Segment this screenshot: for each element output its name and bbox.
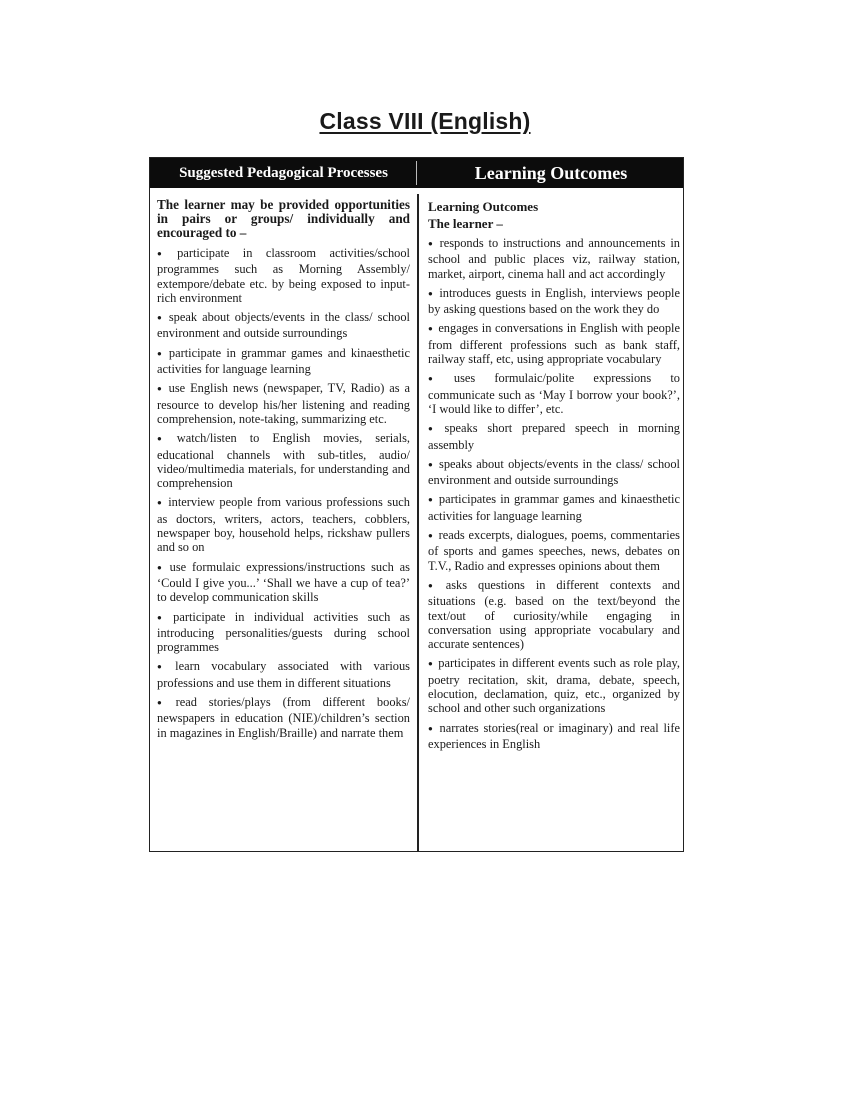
list-item: ● participates in grammar games and kinaesthetic activities for language learning (428, 492, 680, 523)
list-item: ● narrates stories(real or imaginary) and real life experiences in English (428, 721, 680, 752)
curriculum-table (149, 157, 684, 852)
table-header (150, 158, 683, 188)
list-item: ● engages in conversations in English with people from different professions such as bank staff, railway staff, etc, using appropriate vocabulary (428, 321, 680, 366)
list-item: ● interview people from various professions such as doctors, writers, actors, teachers, cobblers, newspaper boy, household helps, rickshaw pullers and so on (157, 495, 410, 554)
list-item: ● speaks short prepared speech in morning assembly (428, 421, 680, 452)
list-item: ● speaks about objects/events in the class/ school environment and outside surroundings (428, 457, 680, 488)
list-item: ● responds to instructions and announcements in school and public places viz, railway station, market, airport, cinema hall and act accordingly (428, 236, 680, 281)
pedagogical-processes-column (157, 198, 410, 845)
column-divider (417, 194, 419, 851)
list-item: ● participates in different events such as role play, poetry recitation, skit, drama, debate, speech, elocution, declamation, quiz, etc., organized by school and other such organizations (428, 656, 680, 715)
left-intro: The learner may be provided opportunities in pairs or groups/ individually and encouraged to – (157, 197, 410, 240)
right-item-list (428, 236, 680, 751)
list-item: ● participate in grammar games and kinaesthetic activities for language learning (157, 346, 410, 377)
list-item: ● participate in individual activities such as introducing personalities/guests during school programmes (157, 610, 410, 655)
header-learning-outcomes: Learning Outcomes (474, 163, 628, 183)
page-title: Class VIII (English) (319, 108, 531, 134)
learning-outcomes-column (428, 198, 680, 845)
right-heading: Learning Outcomes (428, 199, 539, 214)
list-item: ● reads excerpts, dialogues, poems, commentaries of sports and games speeches, news, debates on T.V., Radio and expresses opinions about them (428, 528, 680, 573)
list-item: ● asks questions in different contexts and situations (e.g. based on the text/beyond the text/out of curiosity/while engaging in conversation using appropriate vocabulary and accurate sentences) (428, 578, 680, 651)
list-item: ● use formulaic expressions/instructions such as ‘Could I give you...’ ‘Shall we have a cup of tea?’ to develop communication skills (157, 560, 410, 605)
right-subheading: The learner – (428, 216, 503, 231)
list-item: ● participate in classroom activities/school programmes such as Morning Assembly/ extempore/debate etc. by being exposed to input-rich environment (157, 246, 410, 305)
header-pedagogical-processes: Suggested Pedagogical Processes (179, 165, 388, 181)
list-item: ● introduces guests in English, interviews people by asking questions based on the work they do (428, 286, 680, 317)
list-item: ● learn vocabulary associated with various professions and use them in different situations (157, 659, 410, 690)
list-item: ● speak about objects/events in the class/ school environment and outside surroundings (157, 310, 410, 341)
list-item: ● watch/listen to English movies, serials, educational channels with sub-titles, audio/ video/multimedia materials, for understanding and comprehension (157, 431, 410, 490)
list-item: ● read stories/plays (from different books/ newspapers in education (NIE)/children’s section in magazines in English/Braille) and narrate them (157, 695, 410, 740)
left-item-list (157, 246, 410, 740)
list-item: ● use English news (newspaper, TV, Radio) as a resource to develop his/her listening and reading comprehension, note-taking, summarizing etc. (157, 381, 410, 426)
list-item: ● uses formulaic/polite expressions to communicate such as ‘May I borrow your book?’, ‘I would like to differ’, etc. (428, 371, 680, 416)
